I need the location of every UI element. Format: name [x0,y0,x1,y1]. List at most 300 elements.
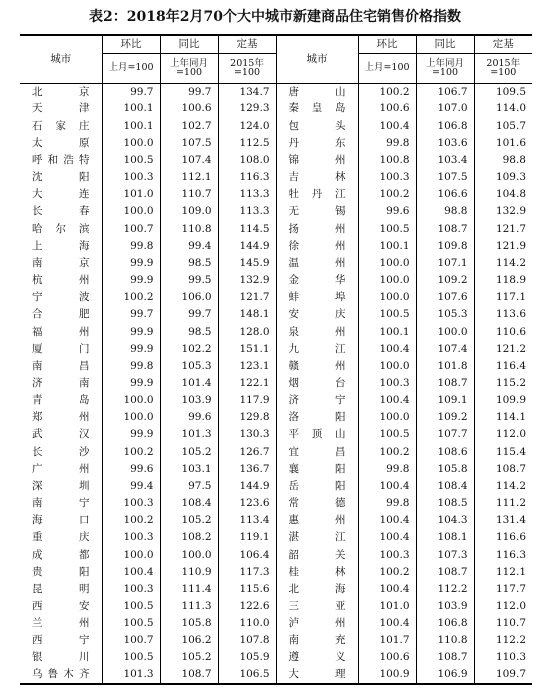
city-cell: 天津 [32,102,90,115]
yoy-cell: 98.5 [160,323,218,340]
base-cell: 116.3 [474,546,532,563]
mom-cell: 100.2 [358,443,416,460]
yoy-cell: 110.8 [160,220,218,237]
city-cell: 深圳 [32,479,90,492]
base-cell: 118.9 [474,272,532,289]
yoy-cell: 108.7 [416,220,474,237]
base-cell: 113.3 [218,203,276,220]
mom-cell: 100.6 [358,100,416,117]
mom-cell: 100.4 [358,340,416,357]
city-cell: 大理 [276,666,358,684]
mom-cell: 100.0 [358,409,416,426]
yoy-cell: 108.2 [160,529,218,546]
city-cell: 西安 [32,600,90,613]
header-base-right: 定基 [474,35,532,53]
city-cell: 石家庄 [32,119,90,132]
mom-cell: 100.3 [358,169,416,186]
city-cell: 金华 [276,272,358,289]
header-city-right: 城市 [276,35,358,83]
mom-cell: 99.6 [358,203,416,220]
yoy-cell: 112.2 [416,581,474,598]
city-cell: 福州 [32,325,90,338]
yoy-cell: 101.4 [160,375,218,392]
base-cell: 110.0 [218,615,276,632]
table-row [20,237,532,254]
base-cell: 112.0 [474,598,532,615]
table-row [20,615,532,632]
city-cell: 哈尔滨 [32,222,90,235]
base-cell: 114.5 [218,220,276,237]
table-row [20,289,532,306]
header-city-left: 城市 [20,35,102,83]
table-row [20,581,532,598]
yoy-cell: 106.0 [160,289,218,306]
price-index-table [20,34,532,685]
city-cell: 贵阳 [32,565,90,578]
table-row [20,186,532,203]
base-cell: 148.1 [218,306,276,323]
subheader-yoy-right: 上年同月=100 [416,53,474,83]
city-cell: 泸州 [276,615,358,632]
mom-cell: 100.4 [358,512,416,529]
mom-cell: 100.5 [102,152,160,169]
mom-cell: 100.2 [358,83,416,100]
yoy-cell: 100.6 [160,100,218,117]
base-cell: 116.6 [474,529,532,546]
yoy-cell: 100.0 [160,546,218,563]
yoy-cell: 99.7 [160,306,218,323]
yoy-cell: 107.5 [416,169,474,186]
base-cell: 129.8 [218,409,276,426]
table-row [20,495,532,512]
base-cell: 104.8 [474,186,532,203]
base-cell: 106.5 [218,666,276,684]
mom-cell: 100.3 [358,375,416,392]
mom-cell: 100.0 [102,392,160,409]
table-row [20,134,532,151]
yoy-cell: 110.7 [160,186,218,203]
city-cell: 岳阳 [276,478,358,495]
city-cell: 平顶山 [276,426,358,443]
yoy-cell: 104.3 [416,512,474,529]
city-cell: 长沙 [32,445,90,458]
base-cell: 144.9 [218,237,276,254]
city-cell: 吉林 [276,169,358,186]
mom-cell: 99.8 [358,495,416,512]
city-cell: 济南 [32,376,90,389]
city-cell: 郑州 [32,411,90,424]
city-cell: 厦门 [32,342,90,355]
city-cell: 扬州 [276,220,358,237]
mom-cell: 100.5 [102,615,160,632]
base-cell: 144.9 [218,478,276,495]
header-base-left: 定基 [218,35,276,53]
mom-cell: 100.4 [102,563,160,580]
table-row [20,117,532,134]
yoy-cell: 103.1 [160,460,218,477]
yoy-cell: 102.2 [160,340,218,357]
table-title: 表2：2018年2月70个大中城市新建商品住宅销售价格指数 [89,9,461,25]
city-cell: 九江 [276,340,358,357]
mom-cell: 100.0 [358,289,416,306]
base-cell: 134.7 [218,83,276,100]
subheader-base-left: 2015年=100 [218,53,276,83]
base-cell: 106.4 [218,546,276,563]
table-row [20,529,532,546]
city-cell: 重庆 [32,531,90,544]
base-cell: 114.1 [474,409,532,426]
mom-cell: 100.4 [358,581,416,598]
yoy-cell: 108.7 [416,563,474,580]
city-cell: 韶关 [276,546,358,563]
yoy-cell: 105.8 [416,460,474,477]
yoy-cell: 107.4 [416,340,474,357]
city-cell: 昆明 [32,582,90,595]
base-cell: 113.3 [218,186,276,203]
base-cell: 110.3 [474,649,532,666]
table-row [20,666,532,684]
mom-cell: 101.0 [358,598,416,615]
city-cell: 包头 [276,117,358,134]
base-cell: 113.6 [474,306,532,323]
city-cell: 赣州 [276,358,358,375]
mom-cell: 100.9 [358,666,416,684]
yoy-cell: 111.3 [160,598,218,615]
city-cell: 遵义 [276,649,358,666]
mom-cell: 100.4 [358,392,416,409]
mom-cell: 100.0 [358,255,416,272]
city-cell: 宜昌 [276,443,358,460]
yoy-cell: 101.3 [160,426,218,443]
yoy-cell: 103.9 [160,392,218,409]
mom-cell: 100.0 [102,134,160,151]
mom-cell: 100.8 [358,152,416,169]
mom-cell: 100.4 [358,478,416,495]
city-cell: 蚌埠 [276,289,358,306]
mom-cell: 99.8 [358,134,416,151]
yoy-cell: 106.7 [416,83,474,100]
yoy-cell: 99.4 [160,237,218,254]
table-row [20,306,532,323]
mom-cell: 100.5 [102,649,160,666]
city-cell: 银川 [32,651,90,664]
mom-cell: 100.7 [102,220,160,237]
yoy-cell: 105.2 [160,512,218,529]
table-row [20,409,532,426]
yoy-cell: 107.5 [160,134,218,151]
mom-cell: 100.1 [358,237,416,254]
table-row [20,598,532,615]
table-row [20,460,532,477]
city-cell: 南京 [32,256,90,269]
city-cell: 西宁 [32,634,90,647]
city-cell: 杭州 [32,274,90,287]
mom-cell: 99.6 [102,460,160,477]
city-cell: 锦州 [276,152,358,169]
base-cell: 121.7 [474,220,532,237]
mom-cell: 101.3 [102,666,160,684]
table-row [20,512,532,529]
city-cell: 洛阳 [276,409,358,426]
mom-cell: 100.5 [358,306,416,323]
base-cell: 121.7 [218,289,276,306]
city-cell: 南昌 [32,359,90,372]
city-cell: 海口 [32,514,90,527]
city-cell: 成都 [32,548,90,561]
mom-cell: 100.2 [358,186,416,203]
city-cell: 呼和浩特 [32,153,90,166]
base-cell: 122.6 [218,598,276,615]
yoy-cell: 105.3 [416,306,474,323]
base-cell: 130.3 [218,426,276,443]
base-cell: 114.2 [474,478,532,495]
city-cell: 惠州 [276,512,358,529]
table-row [20,392,532,409]
mom-cell: 99.7 [102,306,160,323]
base-cell: 111.2 [474,495,532,512]
city-cell: 襄阳 [276,460,358,477]
mom-cell: 99.9 [102,255,160,272]
yoy-cell: 109.2 [416,272,474,289]
mom-cell: 99.8 [102,358,160,375]
mom-cell: 100.6 [358,649,416,666]
base-cell: 123.6 [218,495,276,512]
mom-cell: 99.9 [102,375,160,392]
base-cell: 98.8 [474,152,532,169]
header-mom-right: 环比 [358,35,416,53]
base-cell: 136.7 [218,460,276,477]
base-cell: 122.1 [218,375,276,392]
yoy-cell: 108.4 [160,495,218,512]
base-cell: 109.9 [474,392,532,409]
city-cell: 丹东 [276,134,358,151]
table-row [20,546,532,563]
mom-cell: 100.4 [358,615,416,632]
table-row [20,255,532,272]
yoy-cell: 99.5 [160,272,218,289]
yoy-cell: 105.2 [160,649,218,666]
mom-cell: 99.7 [102,83,160,100]
yoy-cell: 112.1 [160,169,218,186]
mom-cell: 100.3 [102,495,160,512]
city-cell: 济宁 [276,392,358,409]
mom-cell: 100.0 [102,203,160,220]
mom-cell: 99.9 [102,426,160,443]
city-cell: 乌鲁木齐 [20,666,102,684]
base-cell: 112.2 [474,632,532,649]
base-cell: 107.8 [218,632,276,649]
table-row [20,83,532,100]
city-cell: 沈阳 [32,171,90,184]
mom-cell: 100.0 [358,358,416,375]
base-cell: 109.7 [474,666,532,684]
table-row [20,563,532,580]
mom-cell: 100.4 [358,529,416,546]
header-yoy-right: 同比 [416,35,474,53]
base-cell: 112.1 [474,563,532,580]
base-cell: 132.9 [218,272,276,289]
yoy-cell: 103.9 [416,598,474,615]
base-cell: 113.4 [218,512,276,529]
base-cell: 110.7 [474,615,532,632]
city-cell: 烟台 [276,375,358,392]
base-cell: 115.4 [474,443,532,460]
city-cell: 上海 [32,239,90,252]
city-cell: 常德 [276,495,358,512]
table-row [20,323,532,340]
mom-cell: 100.3 [102,529,160,546]
yoy-cell: 105.8 [160,615,218,632]
mom-cell: 99.8 [358,460,416,477]
base-cell: 108.0 [218,152,276,169]
subheader-mom-right: 上月=100 [358,53,416,83]
header-mom-left: 环比 [102,35,160,53]
yoy-cell: 109.2 [416,409,474,426]
base-cell: 105.7 [474,117,532,134]
yoy-cell: 105.2 [160,443,218,460]
base-cell: 117.9 [218,392,276,409]
table-row [20,632,532,649]
mom-cell: 100.0 [102,409,160,426]
yoy-cell: 109.0 [160,203,218,220]
city-cell: 徐州 [276,237,358,254]
city-cell: 温州 [276,255,358,272]
base-cell: 145.9 [218,255,276,272]
mom-cell: 100.2 [358,563,416,580]
mom-cell: 100.0 [358,272,416,289]
mom-cell: 100.3 [358,546,416,563]
city-cell: 兰州 [32,617,90,630]
city-cell: 牡丹江 [276,186,358,203]
yoy-cell: 98.5 [160,255,218,272]
base-cell: 124.0 [218,117,276,134]
subheader-base-right: 2015年=100 [474,53,532,83]
yoy-cell: 101.8 [416,358,474,375]
base-cell: 132.9 [474,203,532,220]
base-cell: 101.6 [474,134,532,151]
city-cell: 桂林 [276,563,358,580]
mom-cell: 101.7 [358,632,416,649]
subheader-mom-left: 上月=100 [102,53,160,83]
mom-cell: 99.4 [102,478,160,495]
base-cell: 112.5 [218,134,276,151]
mom-cell: 100.3 [102,581,160,598]
yoy-cell: 108.6 [416,443,474,460]
table-row [20,100,532,117]
mom-cell: 101.0 [102,186,160,203]
yoy-cell: 97.5 [160,478,218,495]
yoy-cell: 108.7 [416,649,474,666]
city-cell: 合肥 [32,308,90,321]
city-cell: 北海 [276,581,358,598]
mom-cell: 100.3 [102,169,160,186]
city-cell: 宁波 [32,291,90,304]
table-row [20,340,532,357]
table-row [20,152,532,169]
yoy-cell: 103.6 [416,134,474,151]
mom-cell: 99.8 [102,237,160,254]
city-cell: 泉州 [276,323,358,340]
base-cell: 115.6 [218,581,276,598]
yoy-cell: 100.0 [416,323,474,340]
mom-cell: 100.1 [102,100,160,117]
base-cell: 121.9 [474,237,532,254]
base-cell: 128.0 [218,323,276,340]
mom-cell: 100.2 [102,512,160,529]
table-row [20,375,532,392]
table-row [20,220,532,237]
base-cell: 114.0 [474,100,532,117]
yoy-cell: 107.6 [416,289,474,306]
yoy-cell: 108.7 [416,375,474,392]
table-row [20,426,532,443]
base-cell: 117.3 [218,563,276,580]
mom-cell: 100.2 [102,289,160,306]
yoy-cell: 106.8 [416,117,474,134]
city-cell: 南充 [276,632,358,649]
base-cell: 119.1 [218,529,276,546]
table-row [20,169,532,186]
header-yoy-left: 同比 [160,35,218,53]
base-cell: 109.5 [474,83,532,100]
city-cell: 安庆 [276,306,358,323]
mom-cell: 100.7 [102,632,160,649]
base-cell: 117.7 [474,581,532,598]
base-cell: 108.7 [474,460,532,477]
base-cell: 116.3 [218,169,276,186]
mom-cell: 100.1 [102,117,160,134]
city-cell: 湛江 [276,529,358,546]
yoy-cell: 106.9 [416,666,474,684]
yoy-cell: 98.8 [416,203,474,220]
table-row [20,443,532,460]
mom-cell: 100.0 [102,546,160,563]
city-cell: 北京 [32,85,90,98]
city-cell: 广州 [32,462,90,475]
mom-cell: 100.5 [358,426,416,443]
base-cell: 105.9 [218,649,276,666]
subheader-yoy-left: 上年同月=100 [160,53,218,83]
base-cell: 110.6 [474,323,532,340]
base-cell: 131.4 [474,512,532,529]
city-cell: 青岛 [32,394,90,407]
mom-cell: 100.4 [358,117,416,134]
yoy-cell: 106.2 [160,632,218,649]
mom-cell: 100.2 [102,443,160,460]
base-cell: 123.1 [218,358,276,375]
yoy-cell: 108.4 [416,478,474,495]
yoy-cell: 109.1 [416,392,474,409]
base-cell: 117.1 [474,289,532,306]
yoy-cell: 102.7 [160,117,218,134]
base-cell: 109.3 [474,169,532,186]
city-cell: 三亚 [276,598,358,615]
city-cell: 秦皇岛 [276,100,358,117]
yoy-cell: 108.1 [416,529,474,546]
base-cell: 115.2 [474,375,532,392]
city-cell: 无锡 [276,203,358,220]
city-cell: 长春 [32,205,90,218]
city-cell: 武汉 [32,428,90,441]
base-cell: 129.3 [218,100,276,117]
base-cell: 121.2 [474,340,532,357]
city-cell: 南宁 [32,497,90,510]
mom-cell: 99.9 [102,340,160,357]
mom-cell: 100.5 [102,598,160,615]
table-row [20,478,532,495]
yoy-cell: 107.1 [416,255,474,272]
yoy-cell: 109.8 [416,237,474,254]
